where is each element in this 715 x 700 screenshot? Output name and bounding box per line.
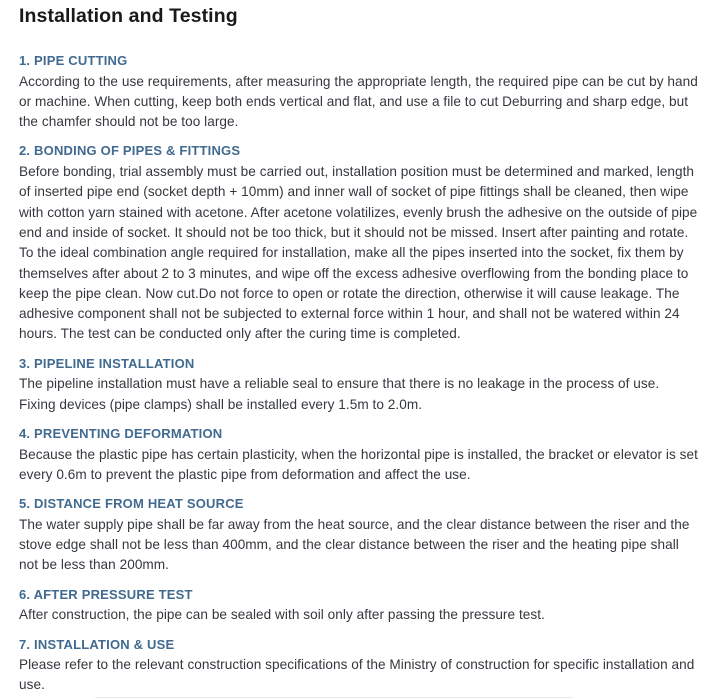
- section-heading: 6. AFTER PRESSURE TEST: [19, 586, 193, 602]
- section-heading: 4. PREVENTING DEFORMATION: [19, 425, 223, 441]
- section-heading: 7. INSTALLATION & USE: [19, 636, 175, 652]
- section-heading: 5. DISTANCE FROM HEAT SOURCE: [19, 496, 244, 512]
- section-preventing-deformation: [19, 426, 699, 485]
- section-heading: 2. BONDING OF PIPES & FITTINGS: [19, 143, 241, 159]
- section-paragraph: Because the plastic pipe has certain plasticity, when the horizontal pipe is installed, the bracket or elevator is set every 0.6m to prevent the plastic pipe from deformation and affect the use.: [19, 446, 698, 482]
- section-paragraph: After construction, the pipe can be sealed with soil only after passing the pressure test.: [19, 607, 545, 623]
- section-distance-from-heat-source: [19, 496, 699, 575]
- section-installation-and-use: [19, 637, 699, 696]
- section-paragraph: The pipeline installation must have a reliable seal to ensure that there is no leakage in the process of use. Fixing devices (pipe clamps) shall be installed every 1.5m to 2.0m.: [19, 376, 660, 412]
- section-pipeline-installation: [19, 356, 699, 415]
- section-after-pressure-test: [19, 587, 699, 626]
- section-paragraph: Before bonding, trial assembly must be carried out, installation position must be determined and marked, length of inserted pipe end (socket depth + 10mm) and inner wall of socket of pipe fittings shall be cleaned, then wipe with cotton yarn stained with acetone. After acetone volatilizes, evenly brush the adhesive on the outside of pipe end and inside of socket. It should not be too thick, but it should not be missed. Insert after painting and rotate. To the ideal combination angle required for installation, make all the pipes inserted into the socket, fix them by themselves after about 2 to 3 minutes, and wipe off the excess adhesive overflowing from the bonding place to keep the pipe clean. Now cut.Do not force to open or rotate the direction, otherwise it will cause leakage. The adhesive component shall not be subjected to external force within 1 hour, and shall not be watered within 24 hours. The test can be conducted only after the curing time is completed.: [19, 164, 698, 342]
- section-paragraph: Please refer to the relevant construction specifications of the Ministry of construction for specific installation and use.: [19, 657, 695, 693]
- section-paragraph: According to the use requirements, after measuring the appropriate length, the required pipe can be cut by hand or machine. When cutting, keep both ends vertical and flat, and use a file to cut Deburring and sharp edge, but the chamfer should not be too large.: [19, 73, 698, 130]
- section-heading: 1. PIPE CUTTING: [19, 53, 128, 68]
- section-bonding-of-pipes-fittings: [19, 143, 699, 344]
- section-heading: 3. PIPELINE INSTALLATION: [19, 355, 195, 371]
- bottom-divider: [95, 697, 573, 698]
- page-title: Installation and Testing: [19, 5, 238, 27]
- section-pipe-cutting: [19, 53, 699, 132]
- section-paragraph: The water supply pipe shall be far away from the heat source, and the clear distance between the riser and the stove edge shall not be less than 400mm, and the clear distance between the riser and the heating pipe shall not be less than 200mm.: [19, 516, 690, 573]
